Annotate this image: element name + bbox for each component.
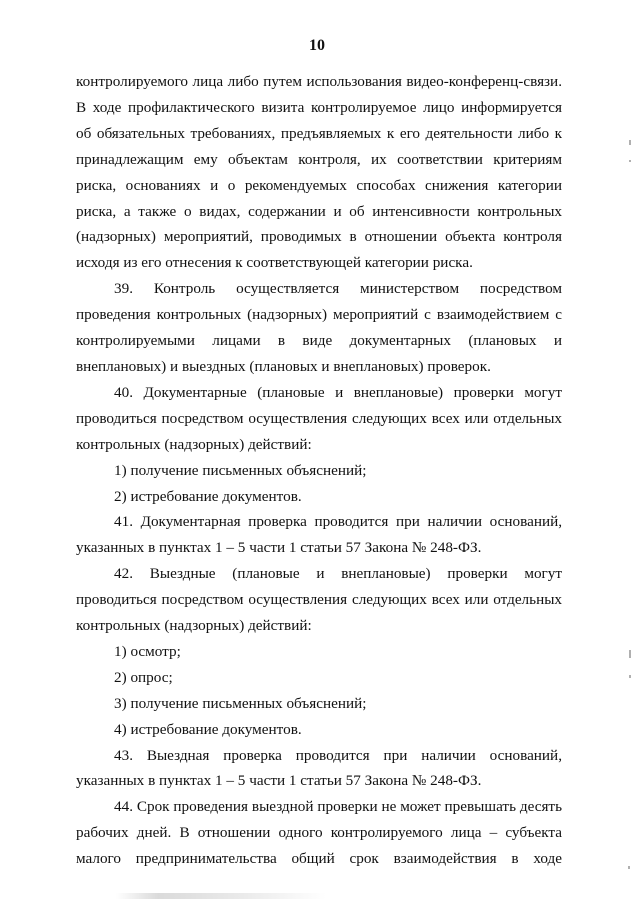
list-item-42-2: 2) опрос;: [114, 668, 173, 686]
paragraph-44: 44. Срок проведения выездной проверки не может превышать десять рабочих дней. В отношении одного контролируемого лица – субъекта малого предпринимательства общий срок взаимодействия в ходе: [76, 798, 562, 868]
paragraph-40: 40. Документарные (плановые и внеплановые) проверки могут проводиться посредством осуществления следующих всех или отдельных контрольных (надзорных) действий:: [76, 383, 562, 453]
paragraph-continuation: контролируемого лица либо путем использования видео-конференц-связи. В ходе профилактического визита контролируемое лицо информируется об обязательных требованиях, предъявляемых к его деятельности либо к принадлежащим ему объектам контроля, их соответствии критериям риска, основаниях и о рекомендуемых способах снижения категории риска, а также о видах, содержании и об интенсивности контрольных (надзорных) мероприятий, проводимых в отношении объекта контроля исходя из его отнесения к соответствующей категории риска.: [76, 73, 562, 272]
document-body: [76, 69, 562, 872]
paragraph-43: 43. Выездная проверка проводится при наличии оснований, указанных в пунктах 1 – 5 части 1 статьи 57 Закона № 248-ФЗ.: [76, 746, 562, 790]
paragraph-39: 39. Контроль осуществляется министерством посредством проведения контрольных (надзорных) мероприятий с взаимодействием с контролируемыми лицами в виде документарных (плановых и внеплановых) и выездных (плановых и внеплановых) проверок.: [76, 280, 562, 375]
paragraph-42: 42. Выездные (плановые и внеплановые) проверки могут проводиться посредством осуществления следующих всех или отдельных контрольных (надзорных) действий:: [76, 565, 562, 635]
scan-mark-right-2: [629, 160, 631, 162]
bottom-scan-smudge: [116, 893, 326, 899]
page-number: 10: [309, 37, 325, 54]
list-item-42-3: 3) получение письменных объяснений;: [114, 694, 367, 712]
scan-mark-right-4: [629, 675, 631, 678]
list-item-40-2: 2) истребование документов.: [114, 487, 302, 505]
scan-mark-right-5: [628, 866, 630, 869]
list-item-42-4: 4) истребование документов.: [114, 720, 302, 738]
scan-mark-right-3: [629, 650, 631, 658]
list-item-42-1: 1) осмотр;: [114, 642, 181, 660]
list-item-40-1: 1) получение письменных объяснений;: [114, 461, 367, 479]
scan-mark-right-1: [629, 140, 631, 145]
paragraph-41: 41. Документарная проверка проводится при наличии оснований, указанных в пунктах 1 – 5 части 1 статьи 57 Закона № 248-ФЗ.: [76, 513, 562, 557]
